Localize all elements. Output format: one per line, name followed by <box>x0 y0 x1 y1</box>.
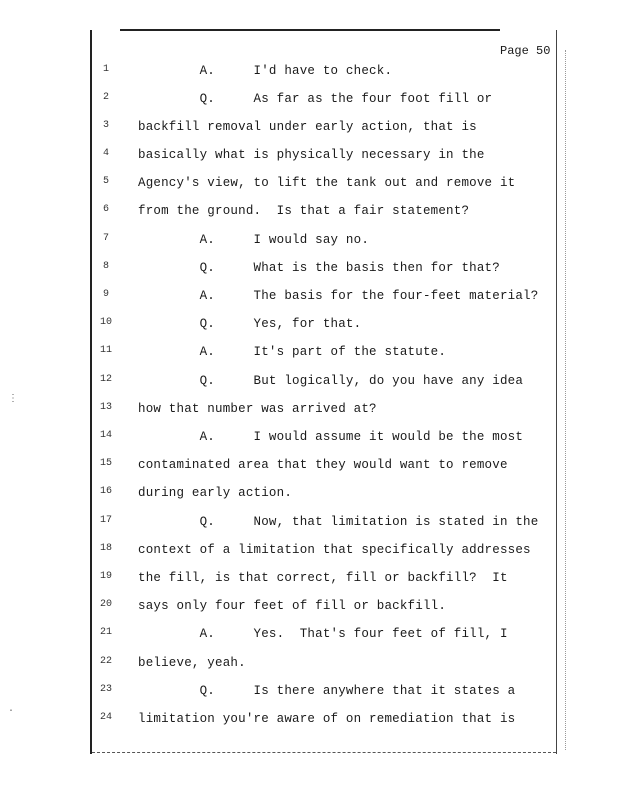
transcript-line <box>0 120 619 140</box>
transcript-line <box>0 317 619 337</box>
line-text: Agency's view, to lift the tank out and remove it <box>138 176 516 190</box>
line-number: 22 <box>99 656 112 667</box>
line-number: 9 <box>102 289 109 300</box>
line-text: how that number was arrived at? <box>138 402 377 416</box>
line-number: 1 <box>102 64 109 75</box>
top-rule <box>120 29 500 31</box>
transcript-line <box>0 543 619 563</box>
line-number: 23 <box>99 684 112 695</box>
bottom-rule <box>92 752 556 753</box>
line-number: 13 <box>99 402 112 413</box>
transcript-line <box>0 92 619 112</box>
line-number: 12 <box>99 374 112 385</box>
line-number: 10 <box>99 317 112 328</box>
line-number: 20 <box>99 599 112 610</box>
line-text: A. It's part of the statute. <box>138 345 447 359</box>
line-text: Q. Yes, for that. <box>138 317 362 331</box>
line-text: Q. But logically, do you have any idea <box>138 374 524 388</box>
line-text: Q. Now, that limitation is stated in the <box>138 515 539 529</box>
line-number: 15 <box>99 458 112 469</box>
line-text: the fill, is that correct, fill or backfill? It <box>138 571 508 585</box>
transcript-line <box>0 261 619 281</box>
line-text: contaminated area that they would want to remove <box>138 458 508 472</box>
transcript-line <box>0 430 619 450</box>
line-number: 11 <box>99 345 112 356</box>
transcript-line <box>0 684 619 704</box>
line-number: 8 <box>102 261 109 272</box>
transcript-line <box>0 571 619 591</box>
line-number: 5 <box>102 176 109 187</box>
transcript-line <box>0 627 619 647</box>
transcript-line <box>0 515 619 535</box>
line-text: A. I'd have to check. <box>138 64 393 78</box>
line-text: backfill removal under early action, that is <box>138 120 477 134</box>
line-number: 14 <box>99 430 112 441</box>
transcript-line <box>0 345 619 365</box>
line-text: A. The basis for the four-feet material? <box>138 289 539 303</box>
line-text: believe, yeah. <box>138 656 246 670</box>
transcript-line <box>0 204 619 224</box>
line-number: 2 <box>102 92 109 103</box>
transcript-line <box>0 289 619 309</box>
line-text: Q. Is there anywhere that it states a <box>138 684 516 698</box>
line-number: 7 <box>102 233 109 244</box>
line-number: 6 <box>102 204 109 215</box>
line-text: basically what is physically necessary in the <box>138 148 485 162</box>
line-number: 3 <box>102 120 109 131</box>
line-number: 18 <box>99 543 112 554</box>
line-text: A. I would say no. <box>138 233 370 247</box>
line-number: 24 <box>99 712 112 723</box>
scan-mark: · <box>8 706 15 717</box>
line-number: 19 <box>99 571 112 582</box>
line-text: context of a limitation that specifically addresses <box>138 543 531 557</box>
line-number: 21 <box>99 627 112 638</box>
line-text: says only four feet of fill or backfill. <box>138 599 447 613</box>
line-text: from the ground. Is that a fair statement? <box>138 204 470 218</box>
transcript-line <box>0 176 619 196</box>
line-text: A. I would assume it would be the most <box>138 430 524 444</box>
transcript-line <box>0 402 619 422</box>
transcript-line <box>0 458 619 478</box>
transcript-line <box>0 64 619 84</box>
line-number: 4 <box>102 148 109 159</box>
transcript-line <box>0 233 619 253</box>
line-text: during early action. <box>138 486 293 500</box>
line-text: Q. What is the basis then for that? <box>138 261 500 275</box>
line-number: 17 <box>99 515 112 526</box>
transcript-line <box>0 599 619 619</box>
line-text: limitation you're aware of on remediation that is <box>138 712 516 726</box>
transcript-line <box>0 486 619 506</box>
line-number: 16 <box>99 486 112 497</box>
line-text: Q. As far as the four foot fill or <box>138 92 493 106</box>
transcript-line <box>0 656 619 676</box>
scan-mark: ⋮ <box>8 394 18 405</box>
transcript-line <box>0 148 619 168</box>
transcript-line <box>0 374 619 394</box>
transcript-line <box>0 712 619 732</box>
page-number: Page 50 <box>500 44 551 58</box>
line-text: A. Yes. That's four feet of fill, I <box>138 627 508 641</box>
